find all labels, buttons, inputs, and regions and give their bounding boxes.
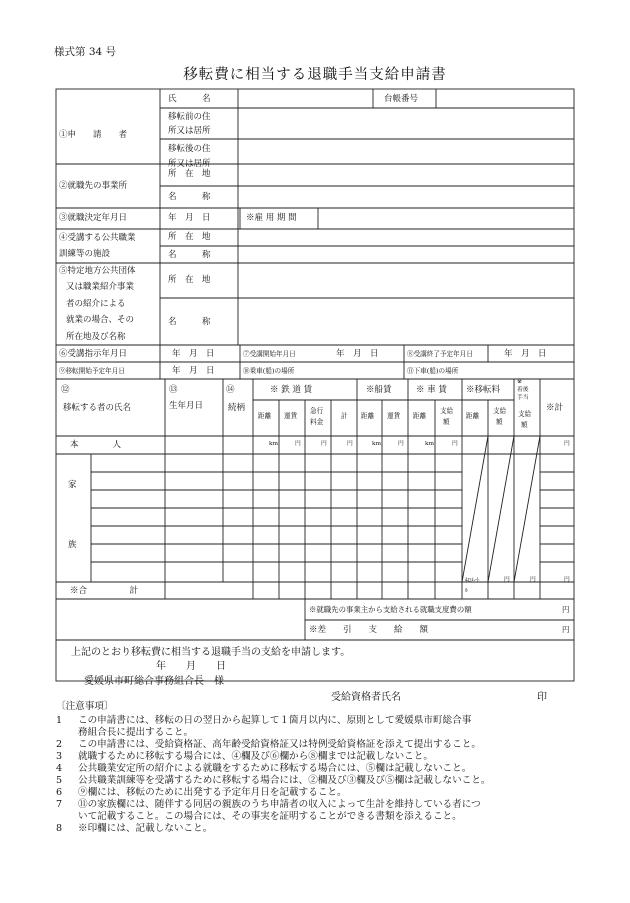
applicant-signature-label: 受給資格者氏名 xyxy=(331,692,401,703)
self-rail-sum-unit: 円 xyxy=(347,441,353,447)
local-org-label-4: 就業の場合、その xyxy=(66,315,135,325)
sub-car-distance: 距離 xyxy=(413,412,427,420)
col-total: ※計 xyxy=(546,403,564,413)
total-moving-pay-unit: 円 xyxy=(504,577,510,583)
prev-address-label-1: 移転前の住 xyxy=(168,112,211,122)
note-7-number: 7 xyxy=(56,799,63,810)
local-org-label-3: 者の紹介による xyxy=(66,299,126,309)
employer-section-label: ②就職先の事業所 xyxy=(59,181,128,191)
move-start-date-placeholder: 年 月 日 xyxy=(172,366,215,376)
employer-support-label: ※就職先の事業主から支給される就職支度費の額 xyxy=(309,605,472,614)
family-label-2: 族 xyxy=(68,540,77,550)
start-date-label: ⑦受講開始年月日 xyxy=(243,350,296,358)
total-row-label: ※合 計 xyxy=(70,586,139,596)
self-car-pay-unit: 円 xyxy=(452,441,458,447)
training-location-label: 所 在 地 xyxy=(168,232,211,242)
difference-label: ※差 引 支 給 額 xyxy=(309,625,429,635)
boarding-place-label: ⑩乗車(船)の場所 xyxy=(243,367,295,375)
sub-rail-express-2: 料金 xyxy=(310,418,324,426)
sub-rail-distance: 距離 xyxy=(258,412,272,420)
sub-car-pay-2: 額 xyxy=(443,418,450,426)
note-1-line-1: この申請書には、移転の日の翌日から起算して１箇月以内に、原則として愛媛県市町総合事 xyxy=(78,715,472,726)
training-label-1: ④受講する公共職業 xyxy=(59,233,136,243)
new-address-label-2: 所又は居所 xyxy=(168,159,211,169)
col-arrival-allowance-3: 支給 xyxy=(518,410,532,418)
local-org-label-2: 又は職業紹介事業 xyxy=(66,282,135,292)
self-rail-fare-unit: 円 xyxy=(295,441,301,447)
col-ship-fare: ※船賃 xyxy=(366,385,392,395)
employment-period-label: ※雇 用 期 間 xyxy=(246,213,297,223)
declaration-text: 上記のとおり移転費に相当する退職手当の支給を申請します。 xyxy=(71,647,351,658)
col-mover-name: 移転する者の氏名 xyxy=(63,403,132,413)
instruct-date-placeholder: 年 月 日 xyxy=(172,349,215,359)
form-number: 様式第 34 号 xyxy=(54,46,117,58)
note-2-number: 2 xyxy=(56,739,63,750)
sub-rail-fare: 運賃 xyxy=(284,412,298,420)
self-row-label: 本 人 xyxy=(70,440,122,450)
col-arrival-allowance-1: 着後 xyxy=(517,387,529,393)
col-car-fare: ※ 車 賃 xyxy=(416,385,447,395)
note-7-line-1: ⑪の家族欄には、随伴する同居の親族のうち申請者の収入によって生計を維持している者につ xyxy=(78,799,481,810)
note-1-number: 1 xyxy=(56,715,63,726)
sub-ship-fare: 運賃 xyxy=(387,412,401,420)
col-num-12: ⑫ xyxy=(61,385,70,395)
new-address-label-1: 移転後の住 xyxy=(168,144,211,154)
total-sum-unit: 円 xyxy=(564,577,570,583)
family-label-1: 家 xyxy=(68,480,77,490)
declaration-date: 年 月 日 xyxy=(156,661,226,672)
note-1-line-2: 務組合長に提出すること。 xyxy=(78,727,194,738)
col-num-13: ⑬ xyxy=(169,385,178,395)
local-org-label-1: ⑤特定地方公共団体 xyxy=(59,266,136,276)
note-7-line-2: いて記載すること。この場合には、その事実を証明することができる書類を添えること。 xyxy=(78,811,462,822)
self-rail-express-unit: 円 xyxy=(321,441,327,447)
sub-car-pay-1: 支給 xyxy=(440,407,454,415)
col-moving-fee: ※移転料 xyxy=(466,385,501,395)
employer-name-label: 名 称 xyxy=(168,192,211,202)
self-ship-fare-unit: 円 xyxy=(398,441,404,447)
total-moving-unit-2: ﾙ xyxy=(465,588,468,594)
start-date-placeholder: 年 月 日 xyxy=(336,349,379,359)
decision-date-placeholder: 年 月 日 xyxy=(168,213,211,223)
local-org-name-label: 名 称 xyxy=(168,317,211,327)
notes-heading: 〔注意事項〕 xyxy=(56,701,114,712)
name-label: 氏 名 xyxy=(168,94,211,104)
total-allowance-unit: 円 xyxy=(530,577,536,583)
note-8-number: 8 xyxy=(56,823,63,834)
self-car-km-unit: km xyxy=(425,441,435,447)
self-ship-km-unit: km xyxy=(372,441,382,447)
sub-moving-pay-1: 支給 xyxy=(493,407,507,415)
sub-rail-sum: 計 xyxy=(341,412,348,420)
note-6-number: 6 xyxy=(56,787,63,798)
sub-rail-express-1: 急行 xyxy=(310,407,324,415)
decision-date-label: ③就職決定年月日 xyxy=(59,213,128,223)
col-arrival-allowance-mark: ※ xyxy=(517,379,522,385)
note-3-number: 3 xyxy=(56,751,63,762)
note-4-line-1: 公共職業安定所の紹介による就職をするために移転する場合には、⑤欄は記載しないこと。 xyxy=(78,763,472,774)
note-8-line-1: ※印欄には、記載しないこと。 xyxy=(78,823,213,834)
form-title: 移転費に相当する退職手当支給申請書 xyxy=(183,67,447,83)
col-birthdate: 生年月日 xyxy=(169,401,204,411)
total-moving-unit-1: ｷﾛﾒｰﾄ xyxy=(465,578,480,584)
note-6-line-1: ⑨欄には、移転のために出発する予定年月日を記載すること。 xyxy=(78,787,347,798)
instruct-date-label: ⑥受講指示年月日 xyxy=(59,349,128,359)
sub-moving-pay-2: 額 xyxy=(496,418,503,426)
sub-moving-distance: 距離 xyxy=(466,412,480,420)
difference-unit: 円 xyxy=(562,625,570,634)
declaration-addressee: 愛媛県市町総合事務組合長 様 xyxy=(84,676,224,687)
local-org-location-label: 所 在 地 xyxy=(168,275,211,285)
col-railway-fare: ※ 鉄 道 賃 xyxy=(270,385,313,395)
note-3-line-1: 就職するために移転する場合には、④欄及び⑥欄から⑧欄までは記載しないこと。 xyxy=(78,751,433,762)
ledger-number-label: 台帳番号 xyxy=(384,94,419,104)
note-2-line-1: この申請書には、受給資格証、高年齢受給資格証又は特例受給資格証を添えて提出すること。 xyxy=(78,739,481,750)
seal-mark: 印 xyxy=(537,692,547,703)
training-label-2: 訓練等の施設 xyxy=(59,249,111,259)
move-start-date-label: ⑨移転開始予定年月日 xyxy=(59,367,125,375)
training-name-label: 名 称 xyxy=(168,250,211,260)
self-rail-km-unit: km xyxy=(269,441,279,447)
col-arrival-allowance-2: 手当 xyxy=(517,395,529,401)
col-num-14: ⑭ xyxy=(226,385,235,395)
end-date-placeholder: 年 月 日 xyxy=(504,349,547,359)
note-5-line-1: 公共職業訓練等を受講するために移転する場合には、②欄及び③欄及び⑤欄は記載しないこと。 xyxy=(78,775,491,786)
employer-location-label: 所 在 地 xyxy=(168,169,211,179)
self-total-unit: 円 xyxy=(564,441,570,447)
employer-support-unit: 円 xyxy=(562,605,570,614)
local-org-label-5: 所在地及び名称 xyxy=(66,332,126,342)
note-5-number: 5 xyxy=(56,775,63,786)
applicant-section-label: ①申 請 者 xyxy=(59,130,128,140)
prev-address-label-2: 所又は居所 xyxy=(168,126,211,136)
sub-ship-distance: 距離 xyxy=(361,412,375,420)
alighting-place-label: ⑪下車(船)の場所 xyxy=(407,367,459,375)
col-relation: 続柄 xyxy=(228,403,246,413)
note-4-number: 4 xyxy=(56,763,63,774)
end-date-label: ⑧受講終了予定年月日 xyxy=(407,350,473,358)
col-arrival-allowance-4: 額 xyxy=(521,421,528,429)
